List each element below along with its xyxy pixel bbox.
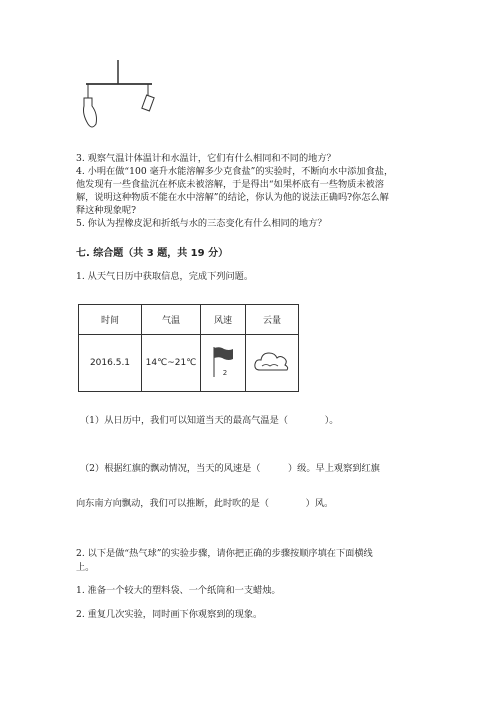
- question-2-line-1: 2. 以下是做“热气球”的实验步骤，请你把正确的步骤按顺序填在下面横线: [76, 548, 373, 559]
- wind-level-label: 2: [222, 368, 228, 377]
- header-temperature: 气温: [142, 305, 201, 335]
- header-wind-speed: 风速: [201, 305, 246, 335]
- weather-calendar-table: [78, 304, 299, 392]
- sub-question-1: （1）从日历中，我们可以知道当天的最高气温是（ ）。: [80, 415, 339, 426]
- red-flag-icon: [211, 345, 235, 379]
- cell-temperature: 14℃~21℃: [142, 335, 201, 392]
- balance-illustration: [78, 60, 168, 130]
- cell-cloud: [246, 335, 299, 392]
- question-2-line-2: 上。: [76, 562, 95, 573]
- header-time: 时间: [79, 305, 142, 335]
- question-text: 他发现有一些食盐沉在杯底未被溶解，于是得出“如果杯底有一些物质未被溶: [76, 179, 384, 190]
- header-cloud-cover: 云量: [246, 305, 299, 335]
- sub-question-2-line-2: 向东南方向飘动，我们可以推断，此时吹的是（ ）风。: [76, 498, 334, 509]
- question-1-text: 1. 从天气日历中获取信息，完成下列问题。: [76, 271, 254, 282]
- section-title: 七. 综合题（共 3 题，共 19 分）: [76, 248, 229, 259]
- question-text: 释这种现象呢?: [76, 205, 137, 216]
- step-2: 2. 重复几次实验，同时画下你观察到的现象。: [76, 609, 263, 620]
- question-text: 解，说明这种物质不能在水中溶解”的结论，你认为他的说法正确吗?你怎么解: [76, 192, 389, 203]
- sub-question-2-line-1: （2）根据红旗的飘动情况，当天的风速是（ ）级。早上观察到红旗: [80, 463, 380, 474]
- cell-date: 2016.5.1: [79, 335, 142, 392]
- step-1: 1. 准备一个较大的塑料袋、一个纸筒和一支蜡烛。: [76, 585, 281, 596]
- question-text: 4. 小明在做“100 毫升水能溶解多少克食盐”的实验时，不断向水中添加食盐，: [76, 166, 394, 177]
- question-text: 5. 你认为捏橡皮泥和折纸与水的三态变化有什么相同的地方？: [76, 218, 327, 229]
- question-text: 3. 观察气温计体温计和水温计，它们有什么相同和不同的地方？: [76, 153, 336, 164]
- cell-wind: [201, 335, 246, 392]
- cloud-icon: [252, 348, 292, 376]
